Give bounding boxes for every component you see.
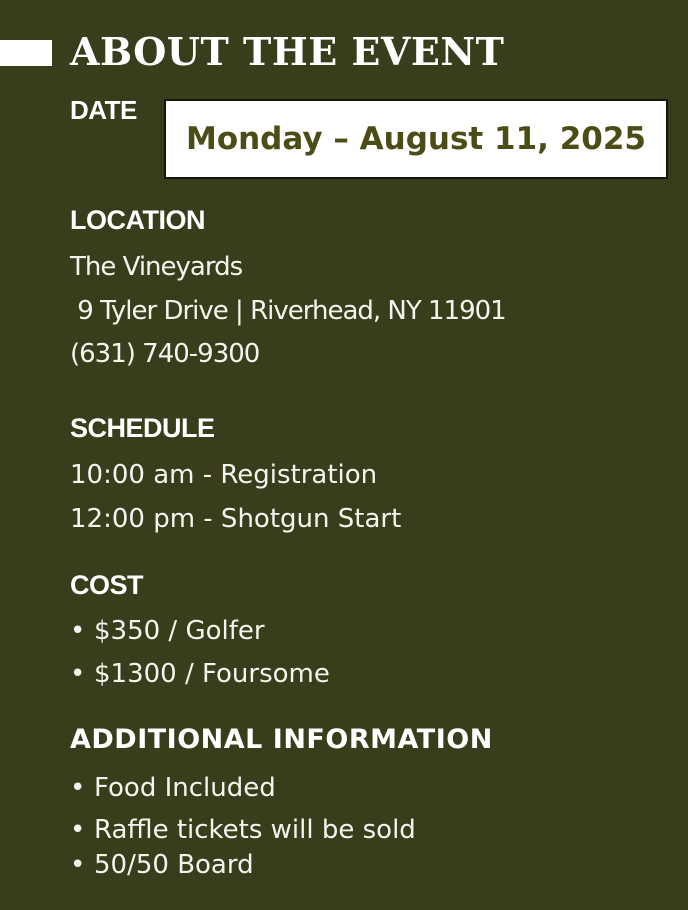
location-venue: The Vineyards (70, 252, 243, 282)
additional-item-5050 (70, 849, 254, 881)
bullet: • (70, 773, 86, 803)
date-value: Monday – August 11, 2025 (185, 121, 647, 157)
title-accent-bar (0, 40, 52, 66)
schedule-label: SCHEDULE (70, 413, 215, 443)
cost-item-golfer-text: $350 / Golfer (94, 616, 265, 646)
bullet: • (70, 850, 86, 880)
schedule-item-shotgun-start: 12:00 pm - Shotgun Start (70, 504, 402, 534)
cost-label: COST (70, 570, 144, 600)
cost-item-foursome-text: $1300 / Foursome (94, 659, 330, 689)
additional-item-food (70, 772, 276, 804)
bullet: • (70, 659, 86, 689)
additional-item-5050-text: 50/50 Board (94, 850, 254, 880)
date-box (164, 99, 668, 179)
additional-item-food-text: Food Included (94, 773, 276, 803)
additional-item-raffle (70, 814, 416, 846)
additional-item-raffle-text: Raffle tickets will be sold (94, 815, 416, 845)
bullet: • (70, 815, 86, 845)
additional-info-label: ADDITIONAL INFORMATION (70, 724, 493, 755)
location-address: 9 Tyler Drive | Riverhead, NY 11901 (70, 296, 506, 326)
date-label: DATE (70, 95, 137, 125)
page-title: ABOUT THE EVENT (70, 29, 505, 74)
schedule-item-registration: 10:00 am - Registration (70, 460, 378, 490)
location-phone: (631) 740-9300 (70, 339, 260, 369)
cost-item-golfer (70, 615, 265, 647)
cost-item-foursome (70, 658, 330, 690)
location-label: LOCATION (70, 205, 205, 235)
bullet: • (70, 616, 86, 646)
